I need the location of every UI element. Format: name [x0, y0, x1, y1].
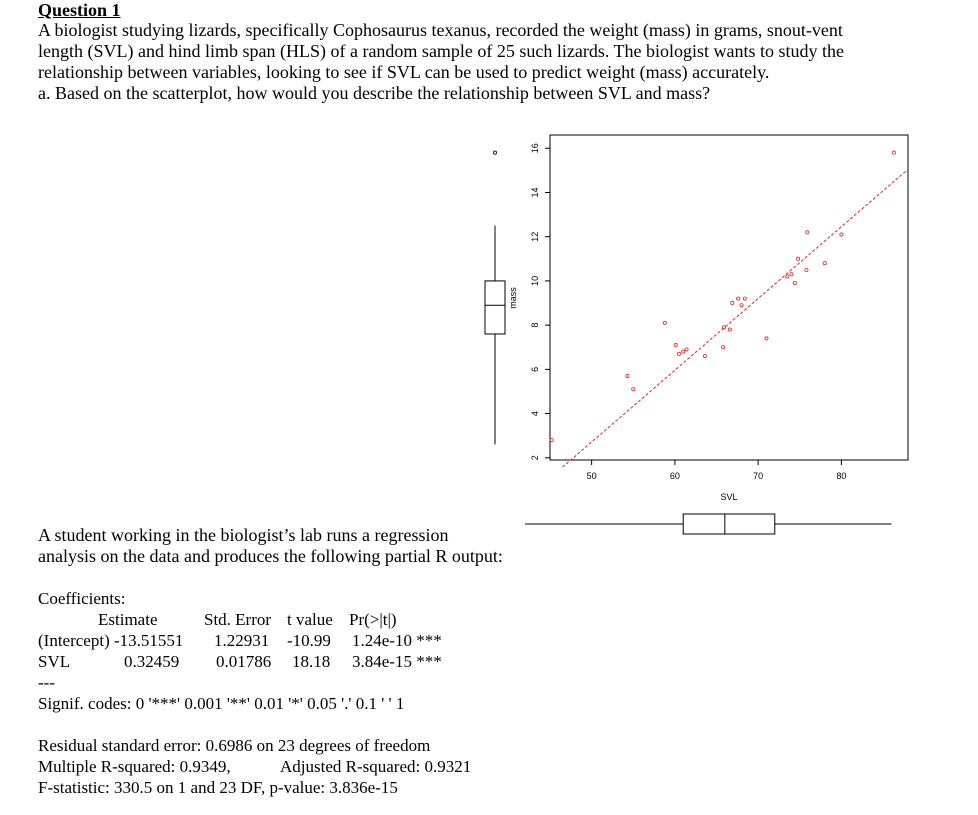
intercept-p: 1.24e-10 *** — [352, 631, 442, 650]
intercept-t: -10.99 — [287, 631, 331, 650]
col-stderr: Std. Error — [204, 610, 272, 629]
scatter-point — [682, 350, 685, 353]
intercept-se: 1.22931 — [214, 631, 270, 650]
student-line-1: A student working in the biologist’s lab runs a regression — [38, 525, 449, 545]
y-tick-label: 12 — [530, 231, 540, 242]
question-line-3: relationship between variables, looking to see if SVL can be used to predict weight (mass) accurately. — [38, 62, 770, 82]
scatter-point — [790, 273, 793, 276]
scatter-point — [765, 337, 768, 340]
scatter-point — [740, 304, 743, 307]
scatter-point — [632, 388, 635, 391]
x-tick-label: 70 — [753, 471, 764, 481]
scatter-point — [685, 348, 688, 351]
svl-se: 0.01786 — [216, 652, 272, 671]
x-tick-label: 60 — [669, 471, 680, 481]
x-axis-label: SVL — [720, 492, 738, 502]
col-tvalue: t value — [287, 610, 333, 629]
question-line-4: a. Based on the scatterplot, how would you describe the relationship between SVL and mass? — [38, 83, 711, 103]
svl-p: 3.84e-15 *** — [352, 652, 442, 671]
svl-estimate: 0.32459 — [124, 652, 180, 671]
x-tick-label: 80 — [836, 471, 847, 481]
intercept-estimate: (Intercept) -13.51551 — [38, 631, 184, 650]
student-text — [38, 525, 503, 567]
student-line-2: analysis on the data and produces the following partial R output: — [38, 546, 503, 566]
multiple-r-squared: Multiple R-squared: 0.9349, — [38, 757, 231, 776]
scatter-point — [722, 346, 725, 349]
scatter-point — [805, 268, 808, 271]
x-axis — [587, 460, 847, 481]
svl-box — [683, 514, 775, 534]
svl-name: SVL — [38, 652, 71, 671]
scatter-point — [743, 297, 746, 300]
x-tick-label: 50 — [586, 471, 597, 481]
f-statistic-text: F-statistic: 330.5 on 1 and 23 DF, p-value: 3.836e-15 — [38, 778, 398, 797]
scatter-point — [806, 231, 809, 234]
residual-se-text: Residual standard error: 0.6986 on 23 degrees of freedom — [38, 736, 431, 755]
scatter-point — [703, 354, 706, 357]
svl-boxplot — [525, 514, 891, 534]
scatter-point — [731, 301, 734, 304]
mass-boxplot — [485, 151, 505, 444]
y-tick-label: 10 — [530, 275, 540, 286]
scatter-point — [737, 297, 740, 300]
scatter-point — [663, 321, 666, 324]
question-line-1: A biologist studying lizards, specifically Cophosaurus texanus, recorded the weight (mass) in grams, snout-vent — [38, 20, 843, 40]
y-tick-label: 4 — [530, 411, 540, 417]
regression-line — [562, 169, 908, 467]
question-title: Question 1 — [38, 0, 121, 20]
scatter-point — [550, 439, 553, 442]
scatter-point — [674, 343, 677, 346]
svl-t: 18.18 — [292, 652, 331, 671]
y-tick-label: 16 — [530, 143, 540, 154]
y-axis — [530, 143, 550, 460]
scatter-point — [677, 352, 680, 355]
y-tick-label: 8 — [530, 322, 540, 328]
scatter-point — [840, 233, 843, 236]
question-line-2: length (SVL) and hind limb span (HLS) of a random sample of 25 such lizards. The biologist wants to study the — [38, 41, 845, 61]
scatter-point — [786, 275, 789, 278]
scatter-point — [797, 257, 800, 260]
scatter-point — [823, 262, 826, 265]
y-tick-label: 6 — [530, 366, 540, 372]
mass-box — [485, 281, 505, 334]
y-tick-label: 14 — [530, 187, 540, 198]
col-pr: Pr(>|t|) — [349, 610, 397, 629]
adjusted-r-squared: Adjusted R-squared: 0.9321 — [280, 757, 472, 776]
y-axis-label: mass — [508, 287, 518, 309]
scatter-points — [550, 151, 895, 442]
separator-text: --- — [38, 673, 55, 692]
y-tick-label: 2 — [530, 455, 540, 461]
mass-outlier — [493, 151, 496, 154]
scatter-point — [728, 328, 731, 331]
plot-frame — [550, 135, 908, 460]
coef-header-text: Coefficients: — [38, 589, 126, 608]
signif-codes-text: Signif. codes: 0 '***' 0.001 '**' 0.01 '*' 0.05 '.' 0.1 ' ' 1 — [38, 694, 405, 713]
scatter-point — [892, 151, 895, 154]
scatter-point — [626, 374, 629, 377]
scatter-point — [793, 282, 796, 285]
col-estimate: Estimate — [98, 610, 158, 629]
